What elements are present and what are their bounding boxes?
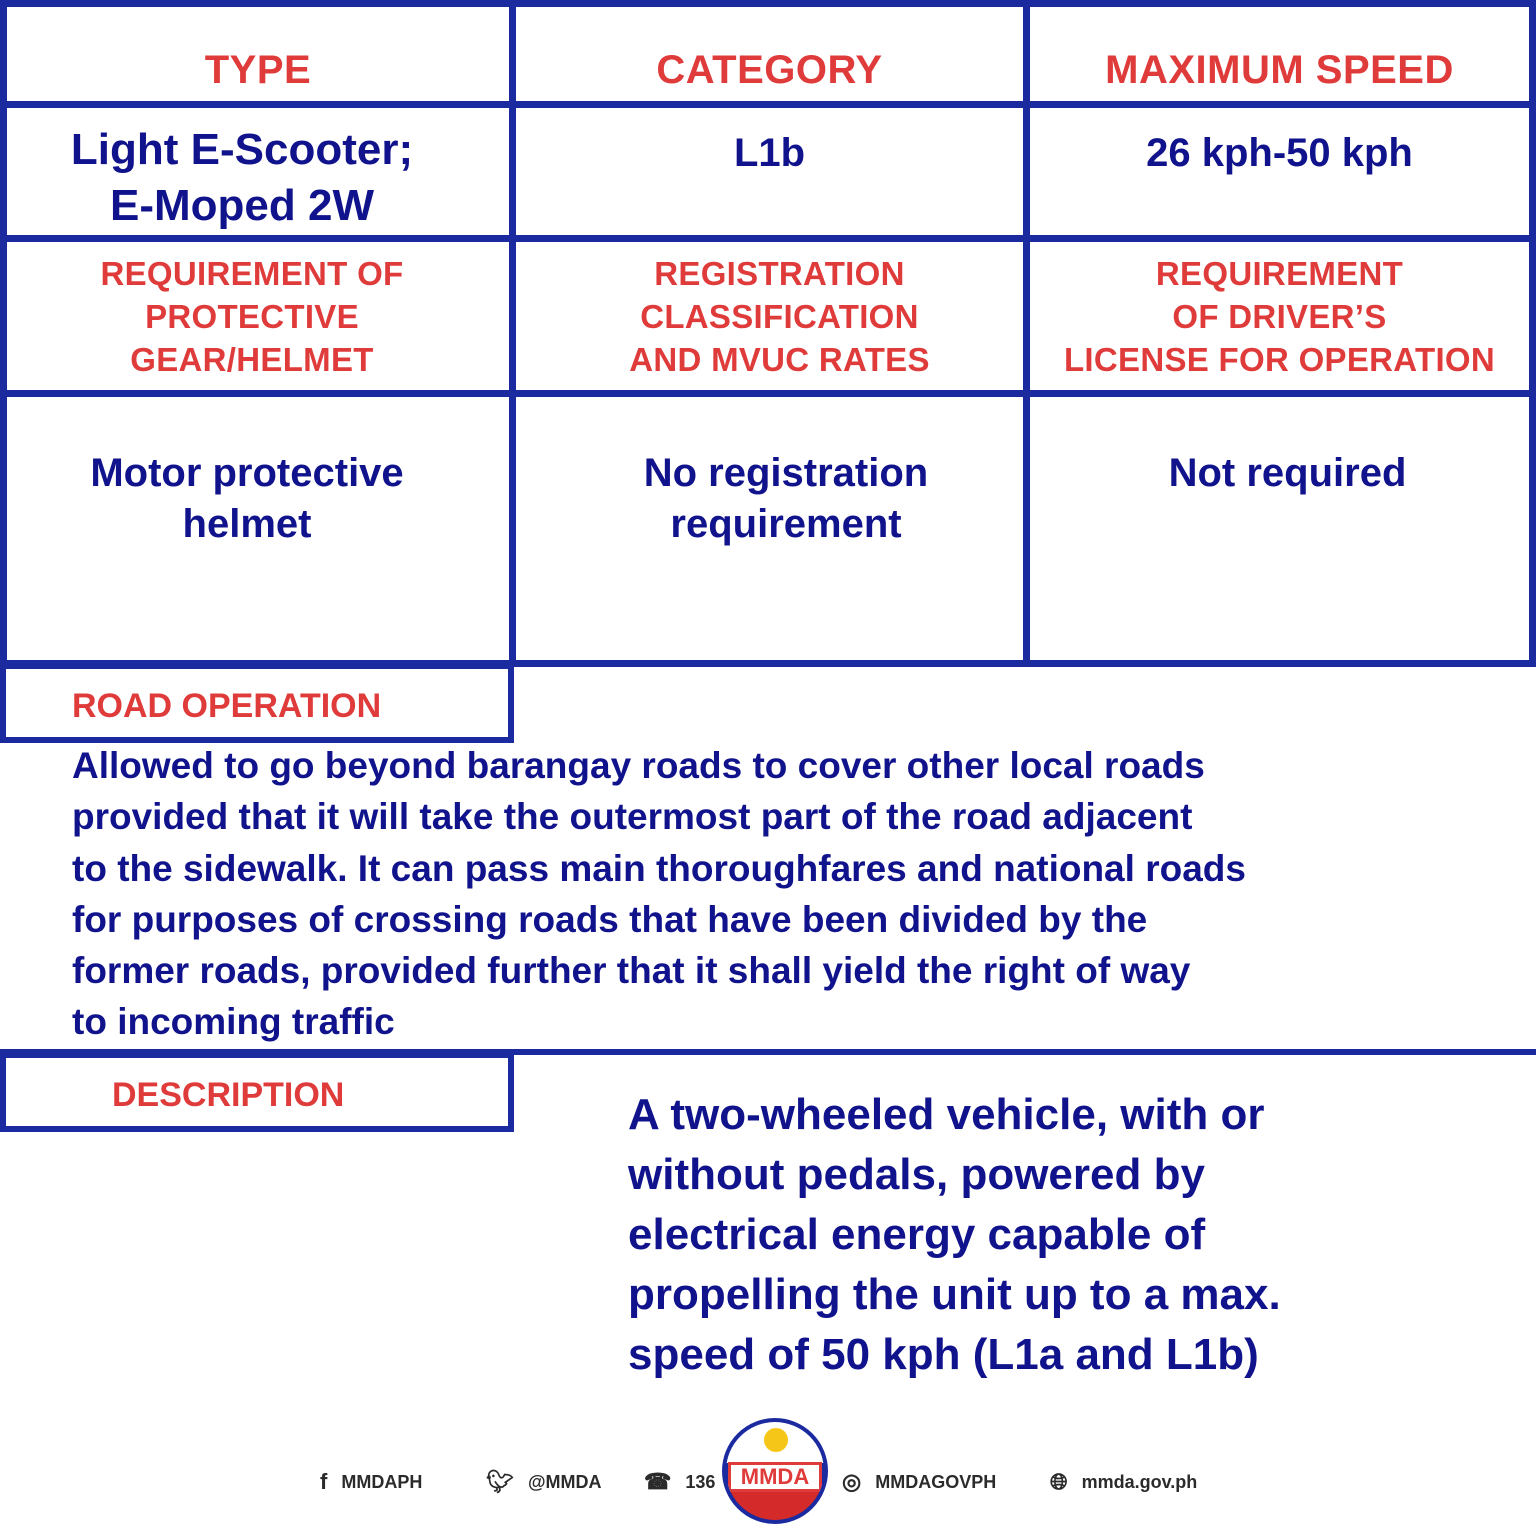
description-line: electrical energy capable of [628, 1210, 1206, 1259]
header-type [7, 40, 509, 101]
table-divider-row2 [0, 235, 1536, 242]
description-label [0, 1052, 514, 1132]
phone-icon: ☎︎ [644, 1469, 672, 1494]
header-protective-gear-line: PROTECTIVE [145, 297, 359, 335]
road-operation-label-text: ROAD OPERATION [72, 687, 382, 725]
value-drivers-license [1030, 448, 1536, 648]
description-label-text: DESCRIPTION [112, 1076, 345, 1114]
value-registration-line: requirement [670, 502, 902, 546]
description-line: speed of 50 kph (L1a and L1b) [628, 1330, 1259, 1379]
header-protective-gear [7, 242, 497, 390]
footer-hotline-text: 136 [685, 1471, 716, 1492]
header-drivers-license-line: REQUIREMENT [1155, 254, 1404, 292]
road-operation-line: former roads, provided further that it shall yield the right of way [72, 950, 1191, 992]
table-border-left [0, 0, 7, 665]
header-maximum-speed [1030, 40, 1529, 101]
header-protective-gear-line: GEAR/HELMET [130, 340, 374, 378]
road-operation-line: Allowed to go beyond barangay roads to cover other local roads [72, 745, 1205, 786]
description-text [628, 1085, 1281, 1385]
description-line: propelling the unit up to a max. [628, 1270, 1281, 1319]
header-category [516, 40, 1023, 101]
header-registration [526, 242, 1033, 390]
twitter-icon: 🐦︎ [486, 1469, 514, 1494]
header-drivers-license [1030, 242, 1529, 390]
road-operation-line: to the sidewalk. It can pass main thoroughfares and national roads [72, 847, 1246, 889]
value-category-line: L1b [733, 131, 806, 175]
instagram-icon: ◎ [842, 1469, 862, 1494]
value-maximum-speed [1030, 128, 1529, 235]
footer-website[interactable] [1050, 1469, 1197, 1495]
table-divider-col1 [509, 0, 516, 665]
value-drivers-license-line: Not required [1168, 451, 1407, 495]
header-registration-line: CLASSIFICATION [640, 297, 919, 335]
road-operation-line: provided that it will take the outermost part of the road adjacent [72, 796, 1193, 838]
header-registration-line: REGISTRATION [654, 254, 905, 292]
header-drivers-license-line: OF DRIVER’S [1172, 297, 1387, 335]
road-operation-text [72, 740, 1246, 1048]
footer-instagram[interactable] [842, 1469, 996, 1495]
value-registration-line: No registration [643, 451, 929, 495]
value-type [7, 122, 477, 235]
road-operation-line: to incoming traffic [72, 1001, 395, 1043]
road-operation-label [0, 663, 514, 743]
header-drivers-license-line: LICENSE FOR OPERATION [1063, 340, 1496, 378]
footer-facebook-text: MMDAPH [341, 1471, 423, 1492]
header-category-text: CATEGORY [656, 48, 883, 92]
value-type-line: E-Moped 2W [110, 181, 374, 230]
value-registration [516, 448, 1056, 648]
value-category [516, 128, 1023, 235]
value-type-line: Light E-Scooter; [70, 125, 414, 174]
footer-instagram-text: MMDAGOVPH [875, 1471, 997, 1492]
value-protective-gear-line: Motor protective [90, 451, 404, 495]
value-protective-gear [7, 448, 487, 648]
footer-facebook[interactable] [320, 1469, 422, 1495]
header-protective-gear-line: REQUIREMENT OF [100, 254, 404, 292]
description-line: A two-wheeled vehicle, with or [628, 1090, 1265, 1139]
footer-twitter[interactable] [486, 1469, 601, 1495]
footer-twitter-text: @MMDA [527, 1471, 602, 1492]
table-divider-row1 [0, 101, 1536, 108]
mmda-logo [722, 1418, 828, 1524]
table-border-top [0, 0, 1536, 7]
facebook-icon: f [320, 1469, 328, 1494]
footer [0, 1455, 1536, 1515]
description-line: without pedals, powered by [628, 1150, 1205, 1199]
footer-hotline[interactable] [644, 1469, 715, 1495]
header-maximum-speed-text: MAXIMUM SPEED [1105, 48, 1454, 92]
logo-wordmark: MMDA [728, 1462, 822, 1492]
header-type-text: TYPE [204, 48, 312, 92]
road-operation-line: for purposes of crossing roads that have been divided by the [72, 898, 1148, 940]
globe-icon: 🌐︎ [1050, 1469, 1068, 1494]
table-divider-row3 [0, 390, 1536, 397]
sun-icon [764, 1428, 788, 1452]
value-protective-gear-line: helmet [182, 502, 312, 546]
logo-bottom [726, 1492, 824, 1524]
header-registration-line: AND MVUC RATES [629, 340, 930, 378]
footer-website-text: mmda.gov.ph [1081, 1471, 1198, 1492]
value-maximum-speed-line: 26 kph-50 kph [1146, 131, 1413, 175]
